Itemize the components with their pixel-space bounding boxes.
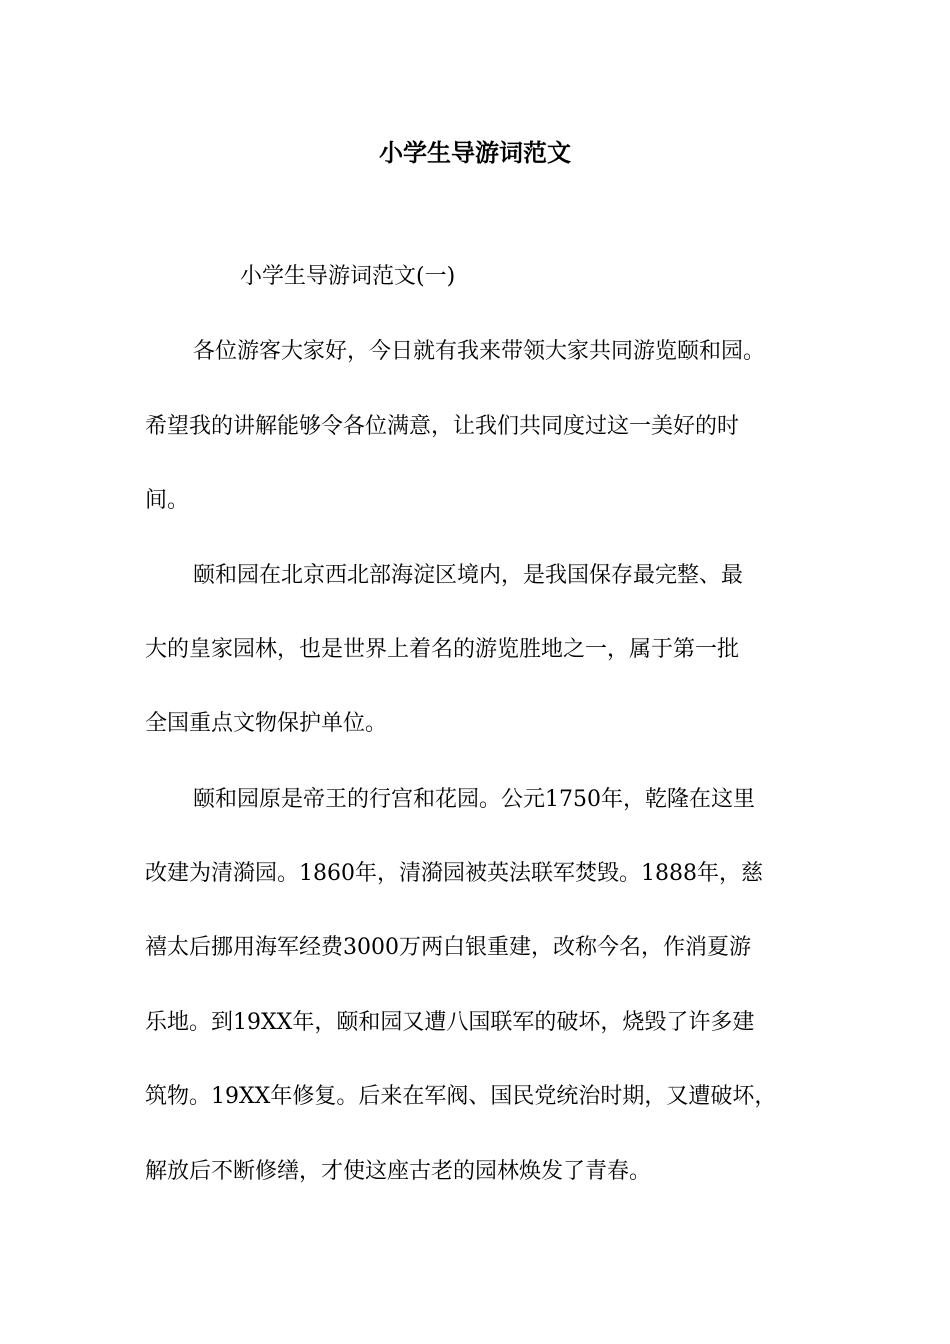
paragraph-3-line-2: 改建为清漪园。1860年，清漪园被英法联军焚毁。1888年，慈 <box>145 861 763 886</box>
paragraph-1-line-2: 希望我的讲解能够令各位满意，让我们共同度过这一美好的时 <box>145 414 740 439</box>
paragraph-3-line-6: 解放后不断修缮，才使这座古老的园林焕发了青春。 <box>145 1159 652 1184</box>
paragraph-3-line-1: 颐和园原是帝王的行宫和花园。公元1750年，乾隆在这里 <box>193 787 755 812</box>
paragraph-2-line-2: 大的皇家园林，也是世界上着名的游览胜地之一，属于第一批 <box>145 637 740 662</box>
paragraph-1-line-1: 各位游客大家好，今日就有我来带领大家共同游览颐和园。 <box>193 339 766 364</box>
paragraph-3-line-5: 筑物。19XX年修复。后来在军阀、国民党统治时期，又遭破坏， <box>145 1084 777 1109</box>
document-title: 小学生导游词范文 <box>379 138 571 167</box>
paragraph-2-line-1: 颐和园在北京西北部海淀区境内，是我国保存最完整、最 <box>193 563 744 588</box>
paragraph-2-line-3: 全国重点文物保护单位。 <box>145 711 388 736</box>
paragraph-3-line-4: 乐地。到19XX年，颐和园又遭八国联军的破坏，烧毁了许多建 <box>145 1010 755 1035</box>
paragraph-3-line-3: 禧太后挪用海军经费3000万两白银重建，改称今名，作消夏游 <box>145 935 751 960</box>
section-heading: 小学生导游词范文(一) <box>240 264 456 289</box>
paragraph-1-line-3: 间。 <box>145 488 190 513</box>
